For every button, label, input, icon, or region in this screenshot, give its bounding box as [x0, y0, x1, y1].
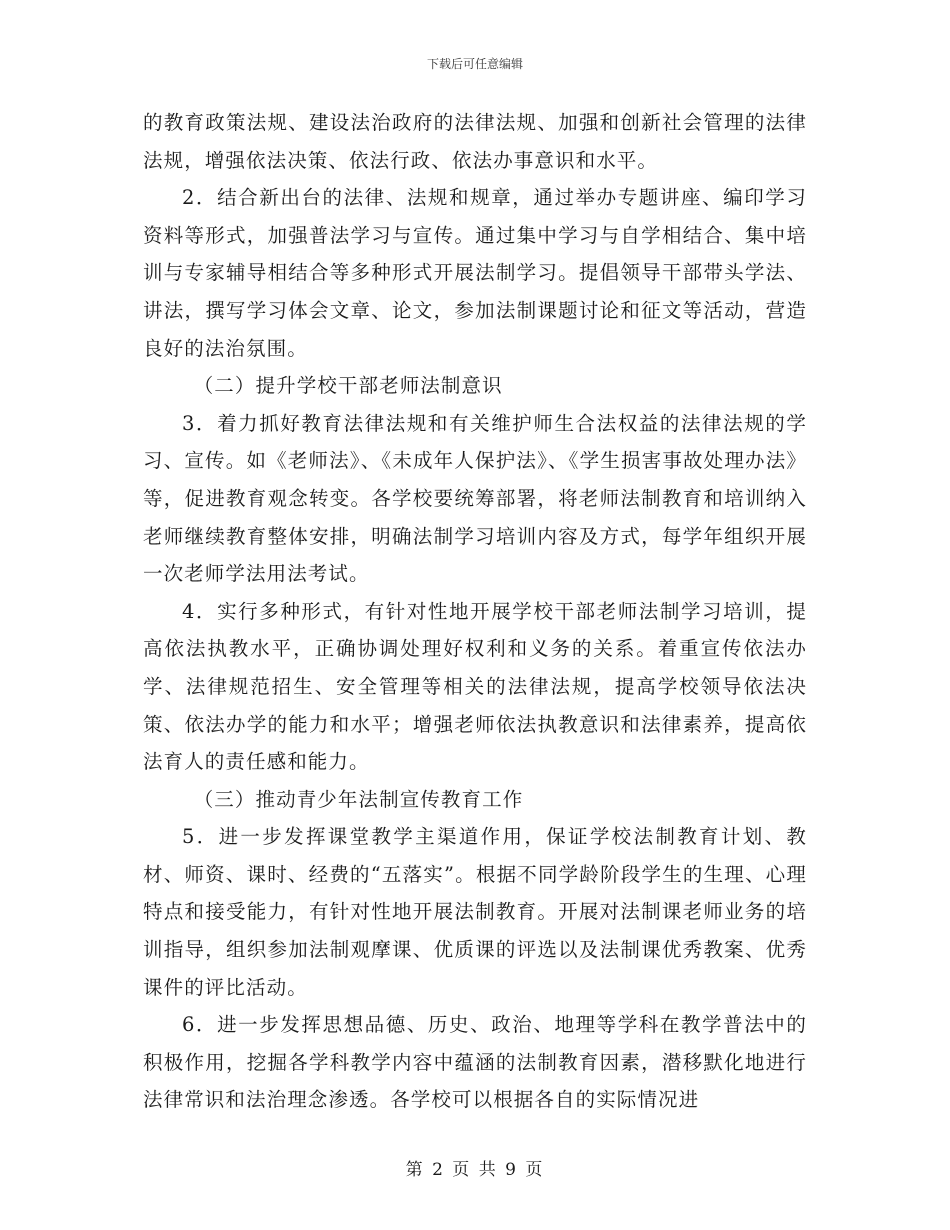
page-number-footer: 第 2 页 共 9 页 — [405, 1160, 545, 1180]
paragraph-item-4: 4．实行多种形式，有针对性地开展学校干部老师法制学习培训，提高依法执教水平，正确协调处理好权利和义务的关系。着重宣传依法办学、法律规范招生、安全管理等相关的法律法规，提高学校领导依法决策、依法办学的能力和水平；增强老师依法执教意识和法律素养，提高依法育人的责任感和能力。 — [143, 599, 807, 774]
paragraph-item-2: 2．结合新出台的法律、法规和规章，通过举办专题讲座、编印学习资料等形式，加强普法学习与宣传。通过集中学习与自学相结合、集中培训与专家辅导相结合等多种形式开展法制学习。提倡领导干部带头学法、讲法，撰写学习体会文章、论文，参加法制课题讨论和征文等活动，营造良好的法治氛围。 — [143, 186, 807, 360]
paragraph-continuation: 的教育政策法规、建设法治政府的法律法规、加强和创新社会管理的法律法规，增强依法决策、依法行政、依法办事意识和水平。 — [143, 111, 807, 172]
section-heading-3: （三）推动青少年法制宣传教育工作 — [193, 787, 524, 811]
paragraph-item-3: 3．着力抓好教育法律法规和有关维护师生合法权益的法律法规的学习、宣传。如《老师法》、《未成年人保护法》、《学生损害事故处理办法》等，促进教育观念转变。各学校要统筹部署，将老师法制教育和培训纳入老师继续教育整体安排，明确法制学习培训内容及方式，每学年组织开展一次老师学法用法考试。 — [143, 411, 807, 586]
document-body — [143, 104, 807, 1119]
page-header: 下载后可任意编辑 — [426, 57, 523, 71]
paragraph-item-6: 6．进一步发挥思想品德、历史、政治、地理等学科在教学普法中的积极作用，挖掘各学科教学内容中蕴涵的法制教育因素，潜移默化地进行法律常识和法治理念渗透。各学校可以根据各自的实际情况进 — [143, 1013, 807, 1112]
paragraph-item-5: 5．进一步发挥课堂教学主渠道作用，保证学校法制教育计划、教材、师资、课时、经费的“五落实”。根据不同学龄阶段学生的生理、心理特点和接受能力，有针对性地开展法制教育。开展对法制课老师业务的培训指导，组织参加法制观摩课、优质课的评选以及法制课优秀教案、优秀课件的评比活动。 — [143, 825, 807, 999]
section-heading-2: （二）提升学校干部老师法制意识 — [193, 374, 503, 398]
